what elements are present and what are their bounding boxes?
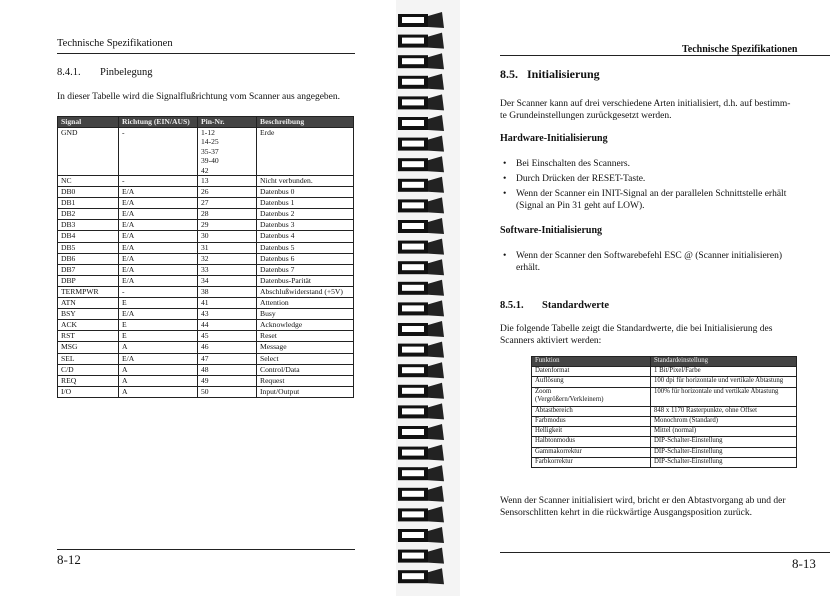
- pin-description-cell: Acknowledge: [257, 320, 354, 331]
- pin-signal-cell: GND: [58, 127, 119, 176]
- pin-description-cell: Abschlußwiderstand (+5V): [257, 286, 354, 297]
- pin-direction-cell: E/A: [119, 309, 198, 320]
- left-section-number: 8.4.1.: [57, 67, 81, 78]
- pin-description-cell: Datenbus 3: [257, 220, 354, 231]
- spiral-ring: [398, 115, 444, 131]
- pin-number-cell: 34: [198, 275, 257, 286]
- subsection-number: 8.5.1.: [500, 300, 524, 311]
- std-table-row: [532, 387, 797, 406]
- pin-signal-cell: BSY: [58, 309, 119, 320]
- pin-number-cell: 1-12 14-25 35-37 39-40 42: [198, 127, 257, 176]
- spiral-ring: [398, 177, 444, 193]
- outro-line1: Wenn der Scanner initialisiert wird, bricht er den Abtastvorgang ab und der: [500, 496, 786, 506]
- right-intro-line1: Der Scanner kann auf drei verschiedene Arten initialisiert, d.h. auf bestimm-: [500, 99, 791, 109]
- pin-number-cell: 43: [198, 309, 257, 320]
- pin-signal-cell: ACK: [58, 320, 119, 331]
- pin-description-cell: Datenbus-Parität: [257, 275, 354, 286]
- right-footer-rule: [500, 552, 830, 553]
- pin-table-row: [58, 375, 354, 386]
- spiral-ring: [398, 218, 444, 234]
- pin-direction-cell: A: [119, 375, 198, 386]
- pin-signal-cell: REQ: [58, 375, 119, 386]
- spiral-ring: [398, 568, 444, 584]
- pin-header-description: Beschreibung: [257, 117, 354, 128]
- std-header-default: Standardeinstellung: [651, 357, 797, 367]
- pin-description-cell: Message: [257, 342, 354, 353]
- spiral-ring: [398, 156, 444, 172]
- std-function-cell: Helligkeit: [532, 427, 651, 437]
- pin-description-cell: Attention: [257, 298, 354, 309]
- outro-line2: Sensorschlitten kehrt in die rückwärtige Ausgangsposition zurück.: [500, 508, 752, 518]
- spiral-ring: [398, 445, 444, 461]
- subsection-title: Standardwerte: [542, 300, 610, 311]
- pin-number-cell: 30: [198, 231, 257, 242]
- left-page: [0, 0, 380, 596]
- right-section-title: Initialisierung: [527, 67, 600, 81]
- sub-intro-line2: Scanners aktiviert werden:: [500, 336, 602, 346]
- pin-signal-cell: DB7: [58, 264, 119, 275]
- pin-number-cell: 44: [198, 320, 257, 331]
- pin-direction-cell: E/A: [119, 242, 198, 253]
- right-header-rule: [500, 55, 830, 56]
- spiral-ring: [398, 239, 444, 255]
- pin-number-cell: 41: [198, 298, 257, 309]
- spiral-ring: [398, 74, 444, 90]
- std-function-cell: Datenformat: [532, 367, 651, 377]
- spiral-ring: [398, 53, 444, 69]
- spiral-ring: [398, 259, 444, 275]
- std-table-row: [532, 406, 797, 416]
- spiral-rings-graphic: [396, 0, 460, 596]
- pin-description-cell: Nicht verbunden.: [257, 176, 354, 187]
- left-page-header: Technische Spezifikationen: [57, 38, 173, 49]
- pin-direction-cell: E/A: [119, 231, 198, 242]
- pin-table-row: [58, 198, 354, 209]
- pin-table-row: [58, 286, 354, 297]
- std-function-cell: Abtastbereich: [532, 406, 651, 416]
- spiral-ring: [398, 197, 444, 213]
- pin-description-cell: Datenbus 4: [257, 231, 354, 242]
- pin-description-cell: Datenbus 6: [257, 253, 354, 264]
- pin-direction-cell: A: [119, 342, 198, 353]
- pin-signal-cell: SEL: [58, 353, 119, 364]
- spiral-ring: [398, 321, 444, 337]
- sw-bullet-1-text: Wenn der Scanner den Softwarebefehl ESC @ (Scanner initialisieren): [516, 251, 782, 261]
- hw-bullet-3-cont: (Signal an Pin 31 geht auf LOW).: [516, 201, 645, 211]
- left-intro-text: In dieser Tabelle wird die Signalflußrichtung vom Scanner aus angegeben.: [57, 92, 341, 102]
- pin-signal-cell: NC: [58, 176, 119, 187]
- pin-table: [57, 116, 354, 398]
- pin-number-cell: 26: [198, 187, 257, 198]
- pin-direction-cell: E/A: [119, 264, 198, 275]
- pin-signal-cell: MSG: [58, 342, 119, 353]
- right-section-number: 8.5.: [500, 67, 518, 81]
- left-page-number: 8-12: [57, 552, 81, 567]
- pin-signal-cell: DB6: [58, 253, 119, 264]
- pin-direction-cell: E/A: [119, 209, 198, 220]
- pin-direction-cell: -: [119, 127, 198, 176]
- pin-table-row: [58, 386, 354, 397]
- pin-direction-cell: -: [119, 176, 198, 187]
- std-table-row: [532, 377, 797, 387]
- std-table-header-row: [532, 357, 797, 367]
- pin-direction-cell: -: [119, 286, 198, 297]
- hardware-init-title: Hardware-Initialisierung: [500, 133, 608, 144]
- pin-description-cell: Datenbus 0: [257, 187, 354, 198]
- pin-direction-cell: A: [119, 364, 198, 375]
- left-section-title: Pinbelegung: [100, 67, 153, 78]
- spiral-ring: [398, 424, 444, 440]
- pin-signal-cell: DB1: [58, 198, 119, 209]
- std-table-row: [532, 437, 797, 447]
- pin-header-direction: Richtung (EIN/AUS): [119, 117, 198, 128]
- pin-description-cell: Erde: [257, 127, 354, 176]
- pin-table-row: [58, 242, 354, 253]
- pin-number-cell: 47: [198, 353, 257, 364]
- std-function-cell: Farbkorrektur: [532, 458, 651, 468]
- std-function-cell: Zoom (Vergrößern/Verkleinern): [532, 387, 651, 406]
- spiral-ring: [398, 280, 444, 296]
- spiral-ring: [398, 486, 444, 502]
- pin-header-pin: Pin-Nr.: [198, 117, 257, 128]
- pin-table-row: [58, 309, 354, 320]
- std-function-cell: Gammakorrektur: [532, 447, 651, 457]
- pin-table-row: [58, 253, 354, 264]
- pin-direction-cell: E/A: [119, 253, 198, 264]
- std-function-cell: Auflösung: [532, 377, 651, 387]
- pin-direction-cell: E/A: [119, 220, 198, 231]
- pin-signal-cell: C/D: [58, 364, 119, 375]
- pin-table-row: [58, 231, 354, 242]
- pin-number-cell: 38: [198, 286, 257, 297]
- spiral-ring: [398, 342, 444, 358]
- std-default-cell: 100% für horizontale und vertikale Abtastung: [651, 387, 797, 406]
- standard-values-table: [531, 356, 797, 468]
- sub-intro-line1: Die folgende Tabelle zeigt die Standardwerte, die bei Initialisierung des: [500, 324, 773, 334]
- pin-signal-cell: DB2: [58, 209, 119, 220]
- pin-signal-cell: I/O: [58, 386, 119, 397]
- right-page-number: 8-13: [792, 556, 816, 571]
- std-table-row: [532, 458, 797, 468]
- pin-number-cell: 50: [198, 386, 257, 397]
- pin-description-cell: Datenbus 1: [257, 198, 354, 209]
- pin-direction-cell: E: [119, 298, 198, 309]
- pin-number-cell: 48: [198, 364, 257, 375]
- pin-table-header-row: [58, 117, 354, 128]
- std-default-cell: DIP-Schalter-Einstellung: [651, 437, 797, 447]
- pin-table-row: [58, 220, 354, 231]
- std-default-cell: 100 dpi für horizontale und vertikale Abtastung: [651, 377, 797, 387]
- std-table-row: [532, 416, 797, 426]
- pin-description-cell: Control/Data: [257, 364, 354, 375]
- spiral-ring: [398, 527, 444, 543]
- spiral-ring: [398, 465, 444, 481]
- std-default-cell: Monochrom (Standard): [651, 416, 797, 426]
- pin-table-row: [58, 264, 354, 275]
- pin-table-row: [58, 275, 354, 286]
- left-header-rule: [57, 53, 355, 54]
- pin-table-row: [58, 320, 354, 331]
- pin-number-cell: 46: [198, 342, 257, 353]
- right-page-header: Technische Spezifikationen: [682, 44, 798, 55]
- software-init-title: Software-Initialisierung: [500, 225, 603, 236]
- std-default-cell: 848 x 1170 Rasterpunkte, ohne Offset: [651, 406, 797, 416]
- std-default-cell: DIP-Schalter-Einstellung: [651, 458, 797, 468]
- pin-number-cell: 33: [198, 264, 257, 275]
- pin-table-row: [58, 331, 354, 342]
- pin-direction-cell: E/A: [119, 275, 198, 286]
- spiral-ring: [398, 383, 444, 399]
- pin-signal-cell: TERMPWR: [58, 286, 119, 297]
- std-header-function: Funktion: [532, 357, 651, 367]
- sw-bullet-1-cont: erhält.: [516, 263, 541, 273]
- pin-number-cell: 32: [198, 253, 257, 264]
- pin-header-signal: Signal: [58, 117, 119, 128]
- pin-direction-cell: E: [119, 331, 198, 342]
- spiral-ring: [398, 136, 444, 152]
- std-function-cell: Halbtonmodus: [532, 437, 651, 447]
- pin-description-cell: Datenbus 5: [257, 242, 354, 253]
- pin-table-row: [58, 176, 354, 187]
- pin-number-cell: 29: [198, 220, 257, 231]
- right-intro-line2: te Grundeinstellungen zurückgesetzt werden.: [500, 111, 672, 121]
- pin-table-row: [58, 187, 354, 198]
- hw-bullet-2-text: Durch Drücken der RESET-Taste.: [516, 174, 646, 184]
- pin-direction-cell: E/A: [119, 187, 198, 198]
- pin-signal-cell: DB3: [58, 220, 119, 231]
- hw-bullet-1-text: Bei Einschalten des Scanners.: [516, 159, 630, 169]
- pin-direction-cell: E/A: [119, 353, 198, 364]
- pin-table-row: [58, 364, 354, 375]
- pin-table-row: [58, 353, 354, 364]
- hw-bullet-3-text: Wenn der Scanner ein INIT-Signal an der parallelen Schnittstelle erhält: [516, 189, 787, 199]
- std-default-cell: 1 Bit/Pixel/Farbe: [651, 367, 797, 377]
- spiral-ring: [398, 548, 444, 564]
- right-page: Technische Spezifikationen 8.5. Initialisierung Der Scanner kann auf drei verschiedene Arten initialisiert, d.h. auf bestimm- te Grundeinstellungen zurückgesetzt werden. Hardware-Initialisierung • Bei Einschalten des Scanners. • Durch Drücken der RESET-Taste. • Wenn der Scanner ein INIT-Signal an der parallelen Schnittstelle erhält (Signal an Pin 31 geht auf LOW). Software-Initialisierung • Wenn der Scanner den Softwarebefehl ESC @ (Scanner initialisieren) erhält. 8.5.1. Standardwerte Die folgende Tabelle zeigt die Standardwerte, die bei Initialisierung des Scanners aktiviert werden: Wenn der Scanner initialisiert wird, bricht er den Abtastvorgang ab und der Sensorschlitten kehrt in die rückwärtige Ausgangsposition zurück. 8-13: [470, 0, 840, 596]
- pin-table-row: [58, 298, 354, 309]
- pin-table-row: [58, 209, 354, 220]
- pin-description-cell: Request: [257, 375, 354, 386]
- std-table-row: [532, 427, 797, 437]
- pin-description-cell: Select: [257, 353, 354, 364]
- std-default-cell: DIP-Schalter-Einstellung: [651, 447, 797, 457]
- spiral-ring: [398, 12, 444, 28]
- spiral-ring: [398, 403, 444, 419]
- pin-number-cell: 28: [198, 209, 257, 220]
- pin-number-cell: 13: [198, 176, 257, 187]
- spiral-ring: [398, 300, 444, 316]
- pin-table-row: [58, 127, 354, 176]
- spiral-ring: [398, 94, 444, 110]
- pin-signal-cell: DB4: [58, 231, 119, 242]
- spiral-binding: [396, 0, 460, 596]
- pin-description-cell: Datenbus 7: [257, 264, 354, 275]
- pin-direction-cell: A: [119, 386, 198, 397]
- pin-number-cell: 31: [198, 242, 257, 253]
- pin-description-cell: Reset: [257, 331, 354, 342]
- spiral-ring: [398, 33, 444, 49]
- pin-signal-cell: DB5: [58, 242, 119, 253]
- pin-direction-cell: E: [119, 320, 198, 331]
- pin-signal-cell: ATN: [58, 298, 119, 309]
- pin-signal-cell: RST: [58, 331, 119, 342]
- pin-description-cell: Input/Output: [257, 386, 354, 397]
- pin-signal-cell: DBP: [58, 275, 119, 286]
- spiral-ring: [398, 362, 444, 378]
- pin-table-row: [58, 342, 354, 353]
- std-table-row: [532, 367, 797, 377]
- std-function-cell: Farbmodus: [532, 416, 651, 426]
- pin-direction-cell: E/A: [119, 198, 198, 209]
- pin-number-cell: 45: [198, 331, 257, 342]
- spiral-ring: [398, 506, 444, 522]
- left-footer-rule: [57, 549, 355, 550]
- std-default-cell: Mittel (normal): [651, 427, 797, 437]
- pin-description-cell: Busy: [257, 309, 354, 320]
- pin-signal-cell: DB0: [58, 187, 119, 198]
- std-table-row: [532, 447, 797, 457]
- pin-description-cell: Datenbus 2: [257, 209, 354, 220]
- pin-number-cell: 49: [198, 375, 257, 386]
- pin-number-cell: 27: [198, 198, 257, 209]
